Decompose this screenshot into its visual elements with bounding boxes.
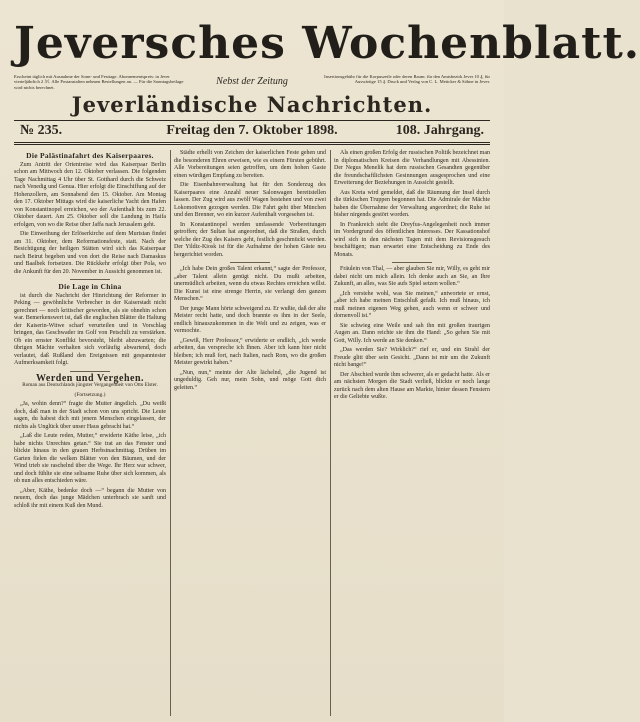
advertising-note: Insertionsgebühr für die Korpuszeile oder deren Raum: für den Amtsbezirk Jever 10 ₰, für Auswärtige 15 ₰. Druck und Verlag von C. L. Mettcker & Söhne in Jever. [324,74,490,85]
issue-date: Freitag den 7. Oktober 1898. [166,123,338,138]
volume-year: 108. Jahrgang. [395,123,484,138]
story-paragraph: „Ja, wohin denn?“ fragte die Mutter ängstlich. „Du weißt doch, daß man in der Stadt schon von uns spricht. Die Leute sagen, du habest dich mit jenem Menschen eingelassen, der nichts als Unglück über unser Haus gebracht hat.“ [14,401,166,430]
subscription-note: Erscheint täglich mit Ausnahme der Sonn- und Festtage. Abonnementspreis: in Jever vierteljährlich 2 ℳ. Alle Postanstalten nehmen Bestellungen an. — Für die Sonntagsbeilage wird nichts berechnet. [14,74,184,90]
article-heading: Die Lage in China [58,282,122,291]
story-paragraph: „Ich verstehe wohl, was Sie meinen,“ antwortete er ernst, „aber ich habe meinen Entschluß gefaßt. Ich muß hinaus, ich muß meinen eigenen Weg gehen, auch wenn er schwer und dornenvoll ist.“ [334,290,490,319]
article-paragraph: In Konstantinopel werden umfassende Vorbereitungen getroffen; der Sultan hat angeordnet, daß die Straßen, durch welche der Zug des Kaisers geht, festlich geschmückt werden. Der Yildiz-Kiosk ist für die Aufnahme der hohen Gäste neu hergerichtet worden. [174,221,326,258]
dateline-rule-double [14,144,490,145]
masthead [14,14,640,74]
article-paragraph: Die Einweihung der Erlöserkirche auf dem Muristan findet am 31. Oktober, dem Reformationsfeste, statt. Nach der Besichtigung der heiligen Stätten wird sich das Kaiserpaar nach Beirut begeben und von dort die Reise nach Damaskus und Baalbek fortsetzen. Die Rückkehr erfolgt über Pola, wo die Ankunft für den 20. November in Aussicht genommen ist. [14,231,166,275]
feuilleton-title: Werden und Vergehen. [35,372,145,384]
masthead-info-row [14,74,490,92]
top-rule [14,120,490,121]
story-paragraph: „Laß die Leute reden, Mutter,“ erwiderte Käthe leise, „ich habe nichts Unrechtes getan.“ Sie trat an das Fenster und blickte hinaus in den grauen Herbstnachmittag. Drüben im Garten fielen die welken Blätter von den Bäumen, und der Wind trieb sie raschelnd über die Wege. Ihr Herz war schwer, und doch fühlte sie eine seltsame Ruhe über sich kommen, als ob nun alles entschieden wäre. [14,433,166,484]
issue-number: № 235. [20,123,63,138]
feuilleton-byline: Roman aus Deutschlands jüngster Vergangenheit von Otto Elster. [22,382,158,388]
article-paragraph: Die Eisenbahnverwaltung hat für den Sonderzug des Kaiserpaares eine Anzahl neuer Salonwagen bereitstellen lassen. Der Zug wird aus zwölf Wagen bestehen und von zwei Lokomotiven gezogen werden. Die Fahrt geht über München und den Brenner, wo ein kurzer Aufenthalt vorgesehen ist. [174,182,326,218]
dateline-rule [14,142,490,143]
article-paragraph: Als einen großen Erfolg der russischen Politik bezeichnet man in diplomatischen Kreisen die Verhandlungen mit Abessinien. Der Negus Menelik hat dem russischen Gesandten gegenüber die freundschaftlichsten Gesinnungen ausgesprochen und eine Erweiterung der Beziehungen in Aussicht gestellt. [334,150,490,186]
column-2 [174,150,326,716]
column-separator [170,150,171,716]
column-3 [334,150,490,716]
story-paragraph: „Gewiß, Herr Professor,“ erwiderte er endlich, „ich werde arbeiten, das verspreche ich Ihnen. Aber ich kann hier nicht bleiben; ich muß fort, nach Italien, nach Rom, wo die großen Meister gewirkt haben.“ [174,337,326,366]
article-paragraph: ist durch die Nachricht der Hinrichtung der Reformer in Peking — gewöhnliche Verbrecher in der Kaiserstadt nicht gerechnet — noch kritischer geworden, als sie ohnehin schon war. Bemerkenswert ist, daß die englischen Blätter die Haltung der Kaiserin-Witwe scharf verurteilen und in Vorschlag bringen, das Geschwader im Golf von Petschili zu verstärken. Ob ein ernster Konflikt bevorsteht, bleibt abzuwarten; die übrigen Mächte verhalten sich vorläufig abwartend, doch verlautet, daß Rußland den Ereignissen mit gespanntester Aufmerksamkeit folgt. [14,292,166,366]
story-paragraph: Der Abschied wurde ihm schwerer, als er gedacht hatte. Als er am nächsten Morgen die Stadt verließ, blickte er noch lange zurück nach dem alten Hause am Markte, hinter dessen Fenstern er die Geliebte wußte. [334,371,490,400]
story-paragraph: „Das werden Sie? Wirklich?“ rief er, und ein Strahl der Freude glitt über sein Gesicht. „Dann ist mir um die Zukunft nicht bange!“ [334,347,490,368]
column-1 [14,150,166,716]
story-paragraph: „Ich habe Dein großes Talent erkannt,“ sagte der Professor, „aber Talent allein genügt nicht. Du mußt arbeiten, unermüdlich arbeiten, wenn du etwas Rechtes erreichen willst. Die Kunst ist eine strenge Herrin, sie verlangt den ganzen Menschen.“ [174,266,326,302]
story-paragraph: Sie schwieg eine Weile und sah ihn mit großen traurigen Augen an. Dann reichte sie ihm die Hand: „So gehen Sie mit Gott, Willy. Ich werde an Sie denken.“ [334,322,490,344]
divider [230,262,270,263]
continuation-note: (Fortsetzung.) [74,391,106,398]
story-paragraph: „Nun, nun,“ meinte der Alte lächelnd, „die Jugend ist ungeduldig. Geh nur, mein Sohn, und möge Gott dich geleiten.“ [174,369,326,391]
story-paragraph: Fräulein von Thal, — aber glauben Sie mir, Willy, es geht mir dabei nicht um mich allein. Ich denke auch an Sie, an Ihre Zukunft, an alles, was Sie aufs Spiel setzen wollen.“ [334,266,490,287]
article-paragraph: Aus Kreta wird gemeldet, daß die Räumung der Insel durch die türkischen Truppen begonnen hat. Die Admirale der Mächte haben die Übernahme der Verwaltung angeordnet; die Ruhe ist bisher nirgends gestört worden. [334,189,490,218]
divider [70,371,110,372]
story-paragraph: „Aber, Käthe, bedenke doch —“ begann die Mutter von neuem, doch das junge Mädchen unterbrach sie sanft und schloß ihr mit einem Kuß den Mund. [14,487,166,509]
divider [70,279,110,280]
article-paragraph: Städte erhellt von Zeichen der kaiserlichen Feste gehen und die besonderen Ehren erweisen, wie es einem Fürsten gebührt. Alle Vorbereitungen seien getroffen, um dem hohen Gaste einen würdigen Empfang zu bereiten. [174,150,326,179]
column-separator [330,150,331,716]
article-paragraph: Zum Antritt der Orientreise wird das Kaiserpaar Berlin schon am Mittwoch den 12. Oktober verlassen. Die folgenden Tage Nachmittag 4 Uhr über St. Gotthard durch die Schweiz nach Venedig und Genua. Hier erfolgt die Einschiffung auf der Hohenzollern, am Sonnabend den 15. Oktober. Am Montag den 17. Oktober Mittags wird die kaiserliche Yacht den Hafen von Konstantinopel erreichen, wo der Aufenthalt bis zum 22. Oktober dauert. Am 25. Oktober soll die Landung in Haifa erfolgen, von wo die Reise über Jaffa nach Jerusalem geht. [14,161,166,228]
supplement-note: Nebst der Zeitung [216,76,288,87]
newspaper-subtitle: Jeverländische Nachrichten. [71,92,433,117]
article-paragraph: In Frankreich steht die Dreyfus-Angelegenheit noch immer im Vordergrund des öffentlichen Interesses. Der Kassationshof wird sich in den nächsten Tagen mit dem Revisionsgesuch beschäftigen; man erwartet eine Entscheidung zu Ende des Monats. [334,221,490,258]
article-heading: Die Palästinafahrt des Kaiserpaares. [26,151,154,160]
newspaper-title: Jeversches Wochenblatt. [14,18,640,69]
dateline [14,123,490,143]
divider [392,262,432,263]
story-paragraph: Der junge Mann hörte schweigend zu. Er wußte, daß der alte Meister recht hatte, und doch brannte es ihm in der Seele, endlich hinauszukommen in die Welt und zu zeigen, was er vermochte. [174,305,326,334]
